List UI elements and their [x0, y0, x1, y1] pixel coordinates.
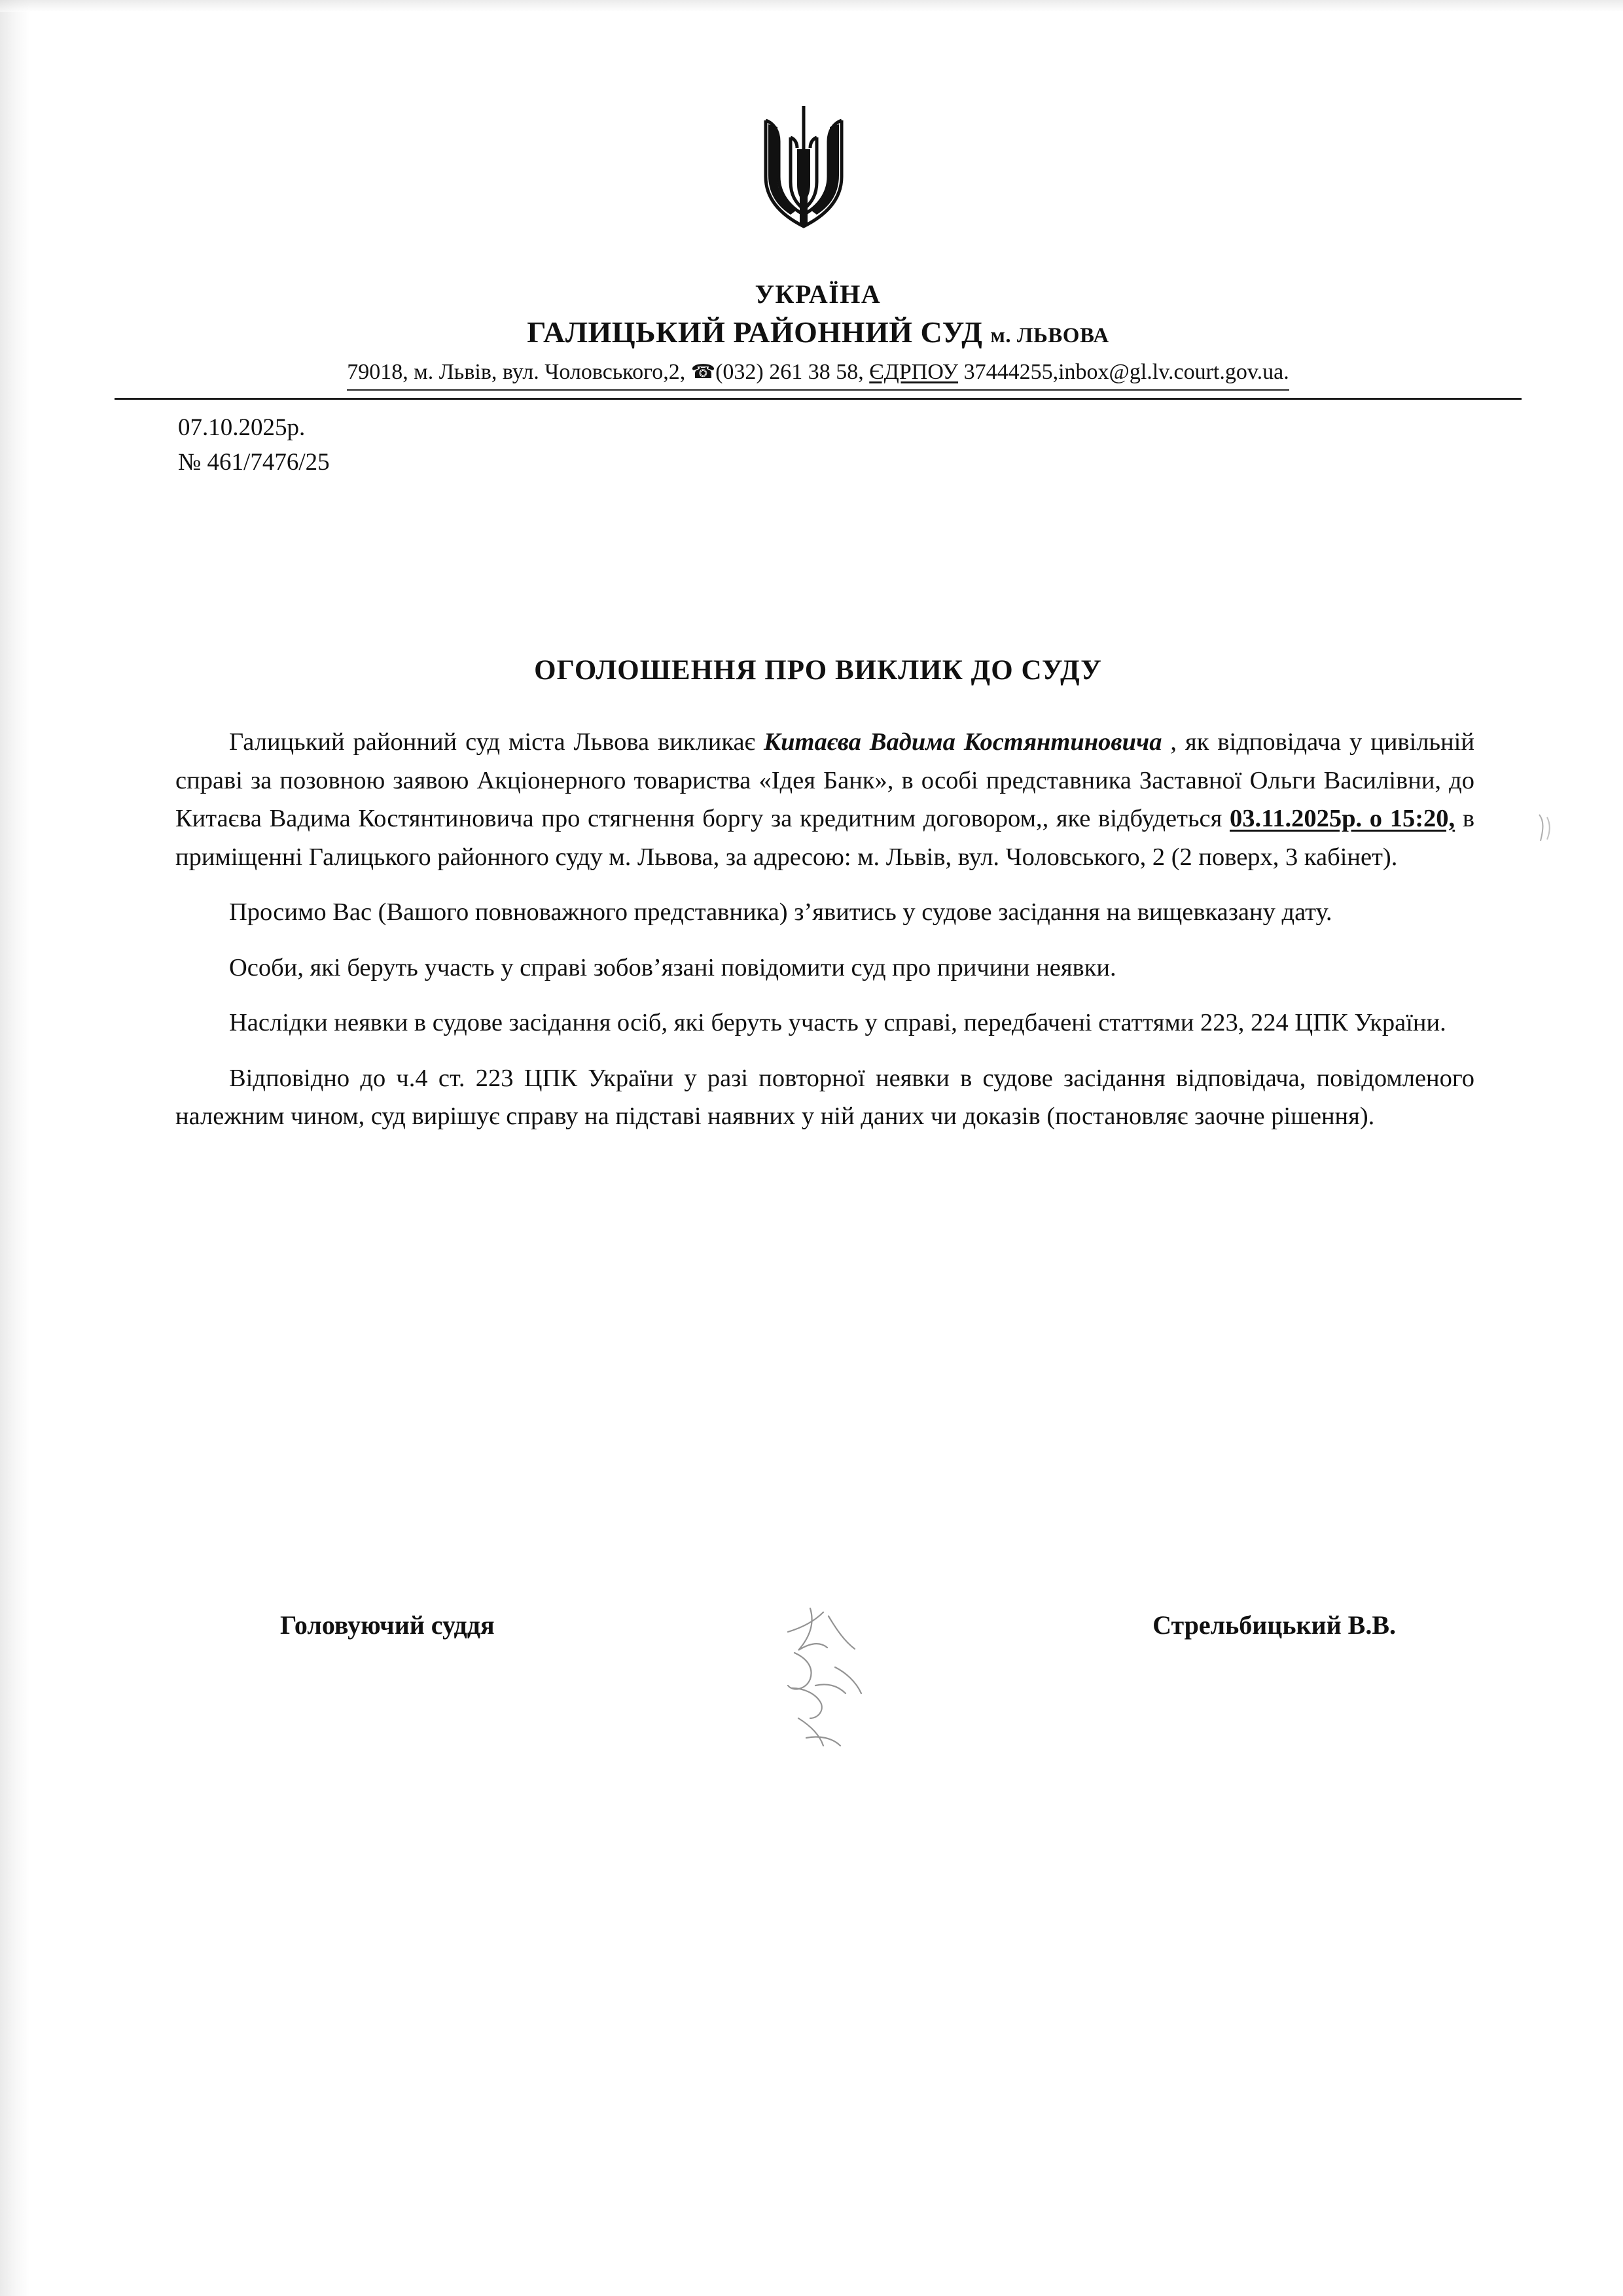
- margin-scan-mark: [1537, 813, 1554, 843]
- court-address-text: 79018, м. Львів, вул. Чоловського,2,: [347, 359, 691, 384]
- signature-name: Стрельбицький В.В.: [1152, 1610, 1396, 1640]
- document-date: 07.10.2025р.: [178, 414, 306, 441]
- handwritten-signature-icon: [772, 1590, 916, 1760]
- paragraph-request: Просимо Вас (Вашого повноважного представника) з’явитись у судове засідання на вищевказану дату.: [229, 898, 1332, 927]
- paragraph-consequences: Наслідки неявки в судове засідання осіб, які беруть участь у справі, передбачені статтями 223, 224 ЦПК України.: [229, 1009, 1446, 1037]
- document-number: № 461/7476/25: [178, 448, 330, 476]
- hearing-datetime: 03.11.2025р. о 15:20,: [1229, 805, 1455, 833]
- document-meta: [178, 411, 330, 480]
- paragraph-summons: [175, 723, 1474, 876]
- edrpou-value: 37444255,: [958, 359, 1059, 384]
- edrpou-label: ЄДРПОУ: [869, 359, 959, 384]
- summons-location: в приміщенні Галицького районного суду м. Львова, за адресою: м. Львів, вул. Чоловського, 2 (2 поверх, 3 кабінет).: [175, 805, 1475, 871]
- court-city-text: м. ЛЬВОВА: [990, 324, 1109, 347]
- document-body: [175, 723, 1474, 1136]
- court-name-text: ГАЛИЦЬКИЙ РАЙОННИЙ СУД: [527, 315, 983, 349]
- court-header: [124, 278, 1512, 391]
- header-divider: [115, 398, 1522, 400]
- paragraph-article-223: Відповідно до ч.4 ст. 223 ЦПК України у разі повторної неявки в судове засідання відповідача, повідомленого належним чином, суд вирішує справу на підставі наявних у ній даних чи доказів (постановляє заочне рішення).: [175, 1064, 1474, 1131]
- court-contacts: [347, 358, 1289, 391]
- signature-role: Головуючий суддя: [280, 1610, 495, 1640]
- summons-case-details: , як відповідача у цивільній справі за позовною заявою Акціонерного товариства «Ідея Банк», в особі представника Заставної Ольги Василівни, до Китаєва Вадима Костянтиновича про стягнення боргу за кредитним договором,, яке відбудеться: [175, 728, 1474, 833]
- defendant-name: Китаєва Вадима Костянтиновича: [764, 728, 1171, 756]
- paragraph-notify-duty: Особи, які беруть участь у справі зобов’язані повідомити суд про причини неявки.: [229, 953, 1116, 981]
- scan-edge-artifact-left: [0, 0, 30, 2296]
- scan-edge-artifact-top: [0, 0, 1623, 12]
- court-email: inbox@gl.lv.court.gov.ua.: [1058, 359, 1289, 384]
- court-name: [124, 313, 1512, 351]
- phone-icon: ☎: [690, 361, 716, 383]
- court-phone-text: (032) 261 38 58,: [715, 359, 870, 384]
- page-title: ОГОЛОШЕННЯ ПРО ВИКЛИК ДО СУДУ: [534, 655, 1102, 686]
- ukraine-trident-emblem-icon: [751, 98, 856, 236]
- summons-intro: Галицький районний суд міста Львова викликає: [229, 728, 764, 756]
- country-name: УКРАЇНА: [755, 279, 882, 309]
